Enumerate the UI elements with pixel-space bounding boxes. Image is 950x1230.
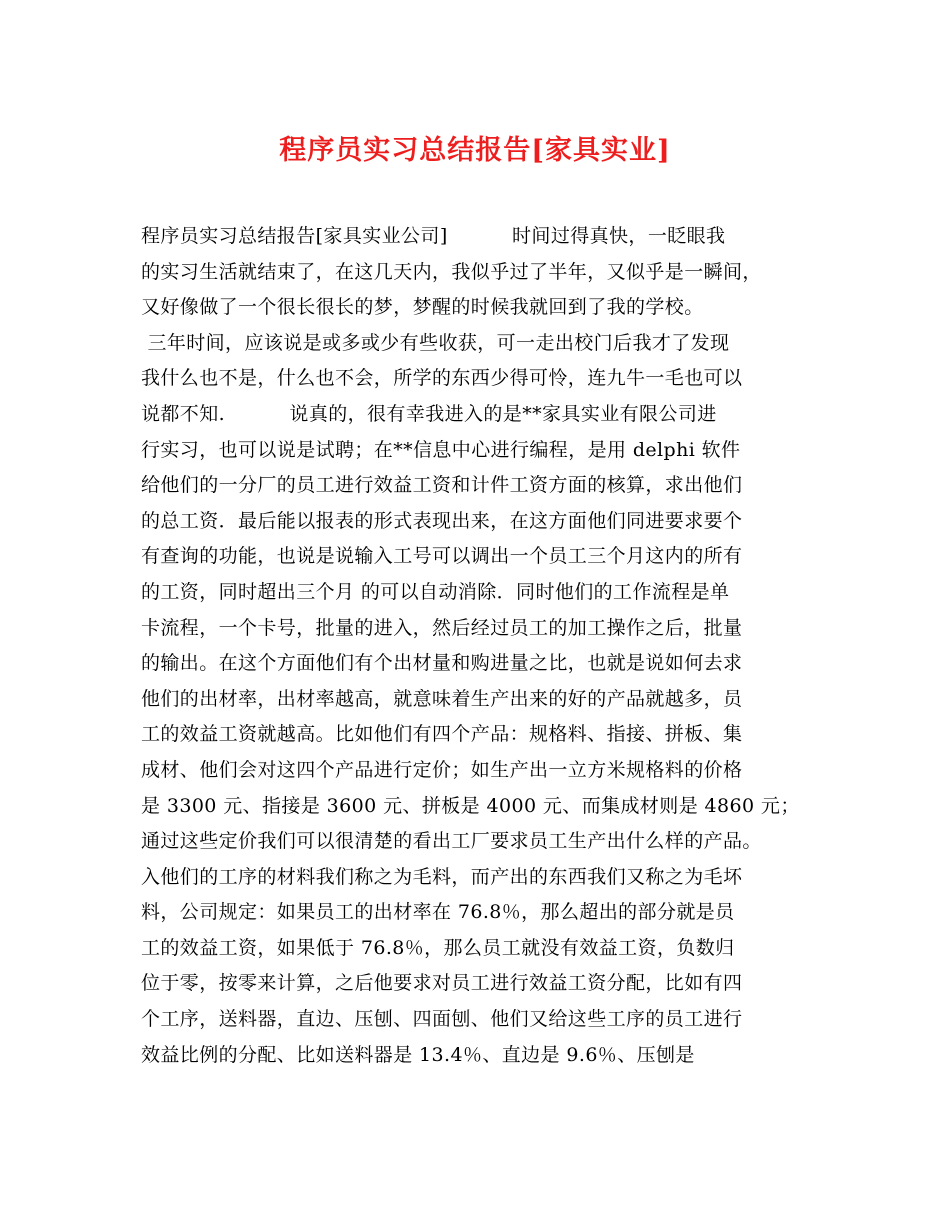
body-line: 行实习，也可以说是试聘；在**信息中心进行编程，是用 delphi 软件 bbox=[141, 438, 741, 461]
body-line: 是 3300 元、指接是 3600 元、拼板是 4000 元、而集成材则是 4860 元； bbox=[141, 794, 800, 817]
body-line: 通过这些定价我们可以很清楚的看出工厂要求员工生产出什么样的产品。 bbox=[141, 830, 762, 853]
body-line: 说都不知. 说真的，很有幸我进入的是**家具实业有限公司进 bbox=[141, 402, 717, 425]
body-line: 我什么也不是，什么也不会，所学的东西少得可怜，连九牛一毛也可以 bbox=[141, 367, 743, 390]
body-line: 卡流程，一个卡号，批量的进入，然后经过员工的加工操作之后，批量 bbox=[141, 616, 743, 639]
document-body bbox=[141, 222, 831, 1076]
body-line: 的输出。在这个方面他们有个出材量和购进量之比，也就是说如何去求 bbox=[141, 652, 743, 675]
body-line: 个工序，送料器，直边、压刨、四面刨、他们又给这些工序的员工进行 bbox=[141, 1008, 743, 1031]
body-line: 程序员实习总结报告[家具实业公司] 时间过得真快，一眨眼我 bbox=[141, 225, 726, 247]
body-line: 的工资，同时超出三个月 的可以自动消除．同时他们的工作流程是单 bbox=[141, 580, 730, 603]
body-line: 工的效益工资就越高。比如他们有四个产品：规格料、指接、拼板、集 bbox=[141, 723, 743, 746]
body-line: 入他们的工序的材料我们称之为毛料，而产出的东西我们又称之为毛坏 bbox=[141, 865, 743, 888]
body-line: 他们的出材率，出材率越高，就意味着生产出来的好的产品就越多，员 bbox=[141, 687, 743, 710]
body-line: 给他们的一分厂的员工进行效益工资和计件工资方面的核算，求出他们 bbox=[141, 474, 743, 497]
body-line: 成材、他们会对这四个产品进行定价；如生产出一立方米规格料的价格 bbox=[141, 758, 743, 781]
body-line: 工的效益工资，如果低于 76.8％，那么员工就没有效益工资，负数归 bbox=[141, 936, 735, 959]
body-line: 的总工资．最后能以报表的形式表现出来，在这方面他们同进要求要个 bbox=[141, 509, 743, 532]
body-line: 位于零，按零来计算，之后他要求对员工进行效益工资分配，比如有四 bbox=[141, 972, 743, 995]
body-line: 三年时间，应该说是或多或少有些收获，可一走出校门后我才了发现 bbox=[141, 331, 730, 354]
body-line: 效益比例的分配、比如送料器是 13.4％、直边是 9.6％、压刨是 bbox=[141, 1043, 695, 1066]
body-line: 有查询的功能，也说是说输入工号可以调出一个员工三个月这内的所有 bbox=[141, 545, 743, 568]
body-line: 料，公司规定：如果员工的出材率在 76.8％，那么超出的部分就是员 bbox=[141, 901, 735, 924]
body-line: 的实习生活就结束了，在这几天内，我似乎过了半年，又似乎是一瞬间， bbox=[141, 260, 762, 283]
document-title: 程序员实习总结报告[家具实业] bbox=[279, 135, 671, 166]
body-line: 又好像做了一个很长很长的梦，梦醒的时候我就回到了我的学校。 bbox=[141, 296, 704, 319]
